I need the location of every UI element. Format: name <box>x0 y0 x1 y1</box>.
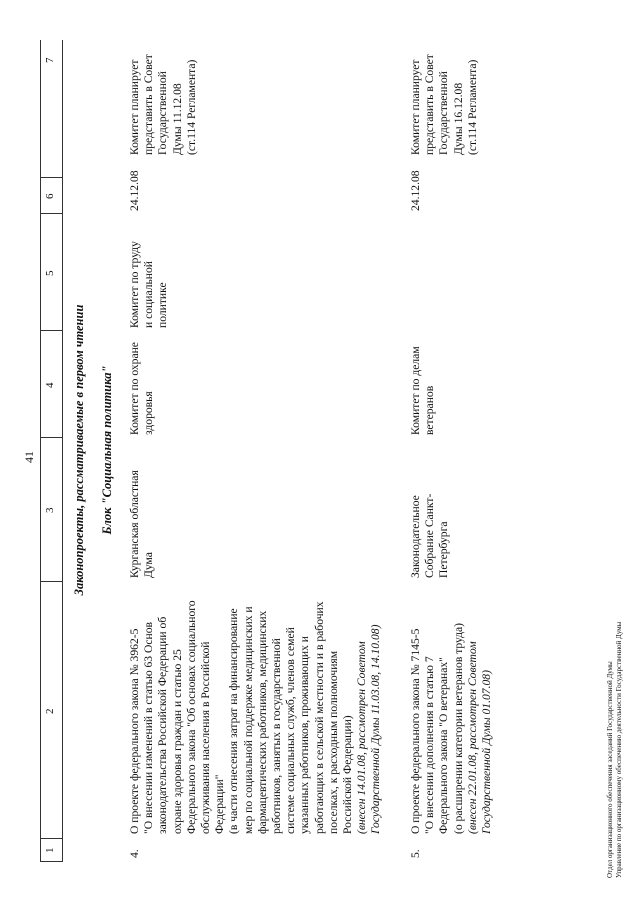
committee-plan <box>128 54 199 155</box>
committee-plan <box>409 54 480 155</box>
plan-line: Думы 11.12.08 <box>170 83 184 155</box>
column-divider <box>40 581 62 582</box>
description-line: Федерального закона "О ветеранах" <box>437 657 451 834</box>
description-line: О проекте федерального закона № 3962-5 <box>128 628 141 834</box>
footer-line: Отдел организационного обеспечения заседаний Государственной Думы <box>606 661 614 878</box>
committee-line: ветеранов <box>423 385 437 435</box>
column-number-6: 6 <box>44 193 56 199</box>
initiator-line: Законодательное <box>409 495 422 578</box>
column-divider <box>40 213 62 214</box>
description-note: (внесен 14.01.08, рассмотрен Советом <box>355 641 369 834</box>
committee-line: Комитет по труду <box>128 241 141 328</box>
committee-line: политике <box>156 282 170 328</box>
committee-line: и социальной <box>142 261 156 328</box>
description-line: О проекте федерального закона № 7145-5 <box>409 628 422 834</box>
description-line: Федерации" <box>213 774 227 834</box>
column-divider <box>40 177 62 178</box>
description-line: поселках, к расходным полномочиям <box>326 650 340 834</box>
plan-line: Комитет планирует <box>409 59 422 155</box>
column-number-3: 3 <box>44 507 56 513</box>
description-line: мер по социальной поддержке медицинских и <box>241 606 255 834</box>
committee-line: Комитет по делам <box>409 346 422 435</box>
initiator-line: Дума <box>142 552 156 578</box>
column-number-7: 7 <box>44 57 56 63</box>
description-line: "О внесении изменений в статью 63 Основ <box>142 622 156 834</box>
description-line: фармацевтических работников, медицинских <box>255 610 269 834</box>
section-title: Законопроекты, рассматриваемые в первом чтении <box>72 304 86 596</box>
column-number-5: 5 <box>44 270 56 276</box>
committee-line: здоровья <box>142 391 156 435</box>
block-title: Блок "Социальная политика" <box>100 365 114 535</box>
bill-description <box>409 623 494 834</box>
column-divider <box>40 437 62 438</box>
plan-line: представить в Совет <box>423 54 437 155</box>
description-line: работников, занятых в государственной <box>270 638 284 834</box>
description-note: (внесен 22.01.08, рассмотрен Советом <box>465 641 479 834</box>
plan-line: Государственной <box>437 71 451 155</box>
initiator-line: Курганская областная <box>128 470 141 578</box>
column-divider <box>40 838 62 839</box>
description-line: системе социальных служб, членов семей <box>284 627 298 834</box>
plan-line: представить в Совет <box>142 54 156 155</box>
plan-line: Думы 16.12.08 <box>451 82 465 155</box>
column-number-1: 1 <box>44 847 56 853</box>
description-note: Государственной Думы 01.07.08) <box>480 670 494 834</box>
coexecutor-committee <box>128 342 156 435</box>
header-grid-left-line <box>40 861 62 862</box>
row-number: 4. <box>128 849 141 858</box>
responsible-committee <box>128 241 171 328</box>
bill-initiator <box>128 470 156 578</box>
plan-line: Комитет планирует <box>128 59 141 155</box>
initiator-line: Собрание Санкт- <box>423 493 437 578</box>
description-line: законодательства Российской Федерации об <box>156 616 170 834</box>
footer-line: Управление по организационному обеспечению деятельности Государственной Думы <box>615 621 623 878</box>
header-grid-top-line <box>40 40 41 862</box>
header-grid-bottom-line <box>62 40 63 862</box>
review-date: 24.12.08 <box>409 170 422 211</box>
column-number-2: 2 <box>44 708 56 714</box>
plan-line: (ст.114 Регламента) <box>184 59 198 155</box>
committee-line: Комитет по охране <box>128 342 141 435</box>
plan-line: Государственной <box>156 71 170 155</box>
coexecutor-committee <box>409 346 437 435</box>
description-line: (о расширении категории ветеранов труда) <box>451 622 465 834</box>
description-line: работающих в сельской местности и в рабочих <box>312 601 326 834</box>
description-line: Федерального закона "Об основах социального <box>184 600 198 834</box>
plan-line: (ст.114 Регламента) <box>465 59 479 155</box>
page-number: 41 <box>22 451 36 463</box>
description-line: Российской Федерации) <box>341 715 355 834</box>
review-date: 24.12.08 <box>128 170 141 211</box>
description-line: указанных работников, проживающих и <box>298 636 312 834</box>
description-note: Государственной Думы 11.03.08, 14.10.08) <box>369 624 383 834</box>
column-number-4: 4 <box>44 382 56 388</box>
bill-description <box>128 600 384 834</box>
row-number: 5. <box>409 849 422 858</box>
description-line: "О внесении дополнения в статью 7 <box>423 656 437 834</box>
description-line: охране здоровья граждан и статью 25 <box>170 649 184 834</box>
description-line: обслуживания населения в Российской <box>199 641 213 834</box>
column-divider <box>40 330 62 331</box>
description-line: (в части отнесения затрат на финансирование <box>227 608 241 834</box>
bill-initiator <box>409 494 452 578</box>
initiator-line: Петербурга <box>437 521 451 578</box>
